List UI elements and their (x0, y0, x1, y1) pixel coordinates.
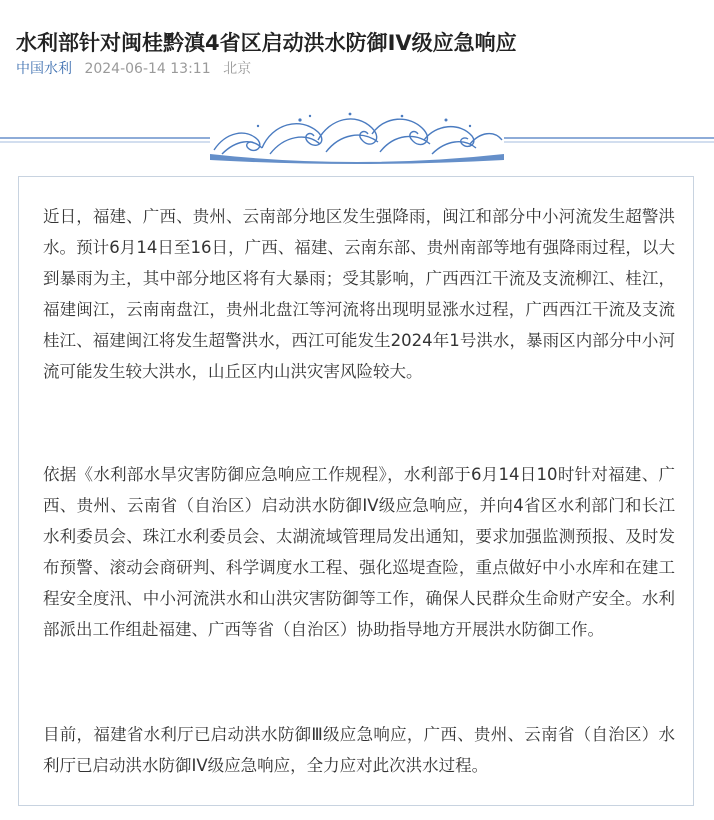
source-link[interactable]: 中国水利 (16, 61, 72, 77)
paragraph-3: 目前，福建省水利厅已启动洪水防御Ⅲ级应急响应，广西、贵州、云南省（自治区）水利厅已启动洪水防御IV级应急响应，全力应对此次洪水过程。 (43, 725, 675, 775)
publish-datetime: 2024-06-14 13:11 (84, 61, 211, 77)
paragraph-2: 依据《水利部水旱灾害防御应急响应工作规程》，水利部于6月14日10时针对福建、广西、贵州、云南省（自治区）启动洪水防御IV级应急响应，并向4省区水利部门和长江水利委员会、珠江水利委员会、太湖流域管理局发出通知，要求加强监测预报、及时发布预警、滚动会商研判、科学调度水工程、强化巡堤查险，重点做好中小水库和在建工程安全度汛、中小河流洪水和山洪灾害防御等工作，确保人民群众生命财产安全。水利部派出工作组赴福建、广西等省（自治区）协助指导地方开展洪水防御工作。 (43, 465, 675, 639)
article-body (18, 176, 694, 806)
paragraph-1: 近日，福建、广西、贵州、云南部分地区发生强降雨，闽江和部分中小河流发生超警洪水。预计6月14日至16日，广西、福建、云南东部、贵州南部等地有强降雨过程，以大到暴雨为主，其中部分地区将有大暴雨；受其影响，广西西江干流及支流柳江、桂江，福建闽江，云南南盘江，贵州北盘江等河流将出现明显涨水过程，广西西江干流及支流桂江、福建闽江将发生超警洪水，西江可能发生2024年1号洪水，暴雨区内部分中小河流可能发生较大洪水，山丘区内山洪灾害风险较大。 (43, 207, 675, 381)
article-title: 水利部针对闽桂黔滇4省区启动洪水防御IV级应急响应 (16, 31, 517, 56)
wave-divider-icon (0, 110, 714, 168)
article-meta (16, 58, 259, 80)
publish-location: 北京 (223, 61, 252, 77)
